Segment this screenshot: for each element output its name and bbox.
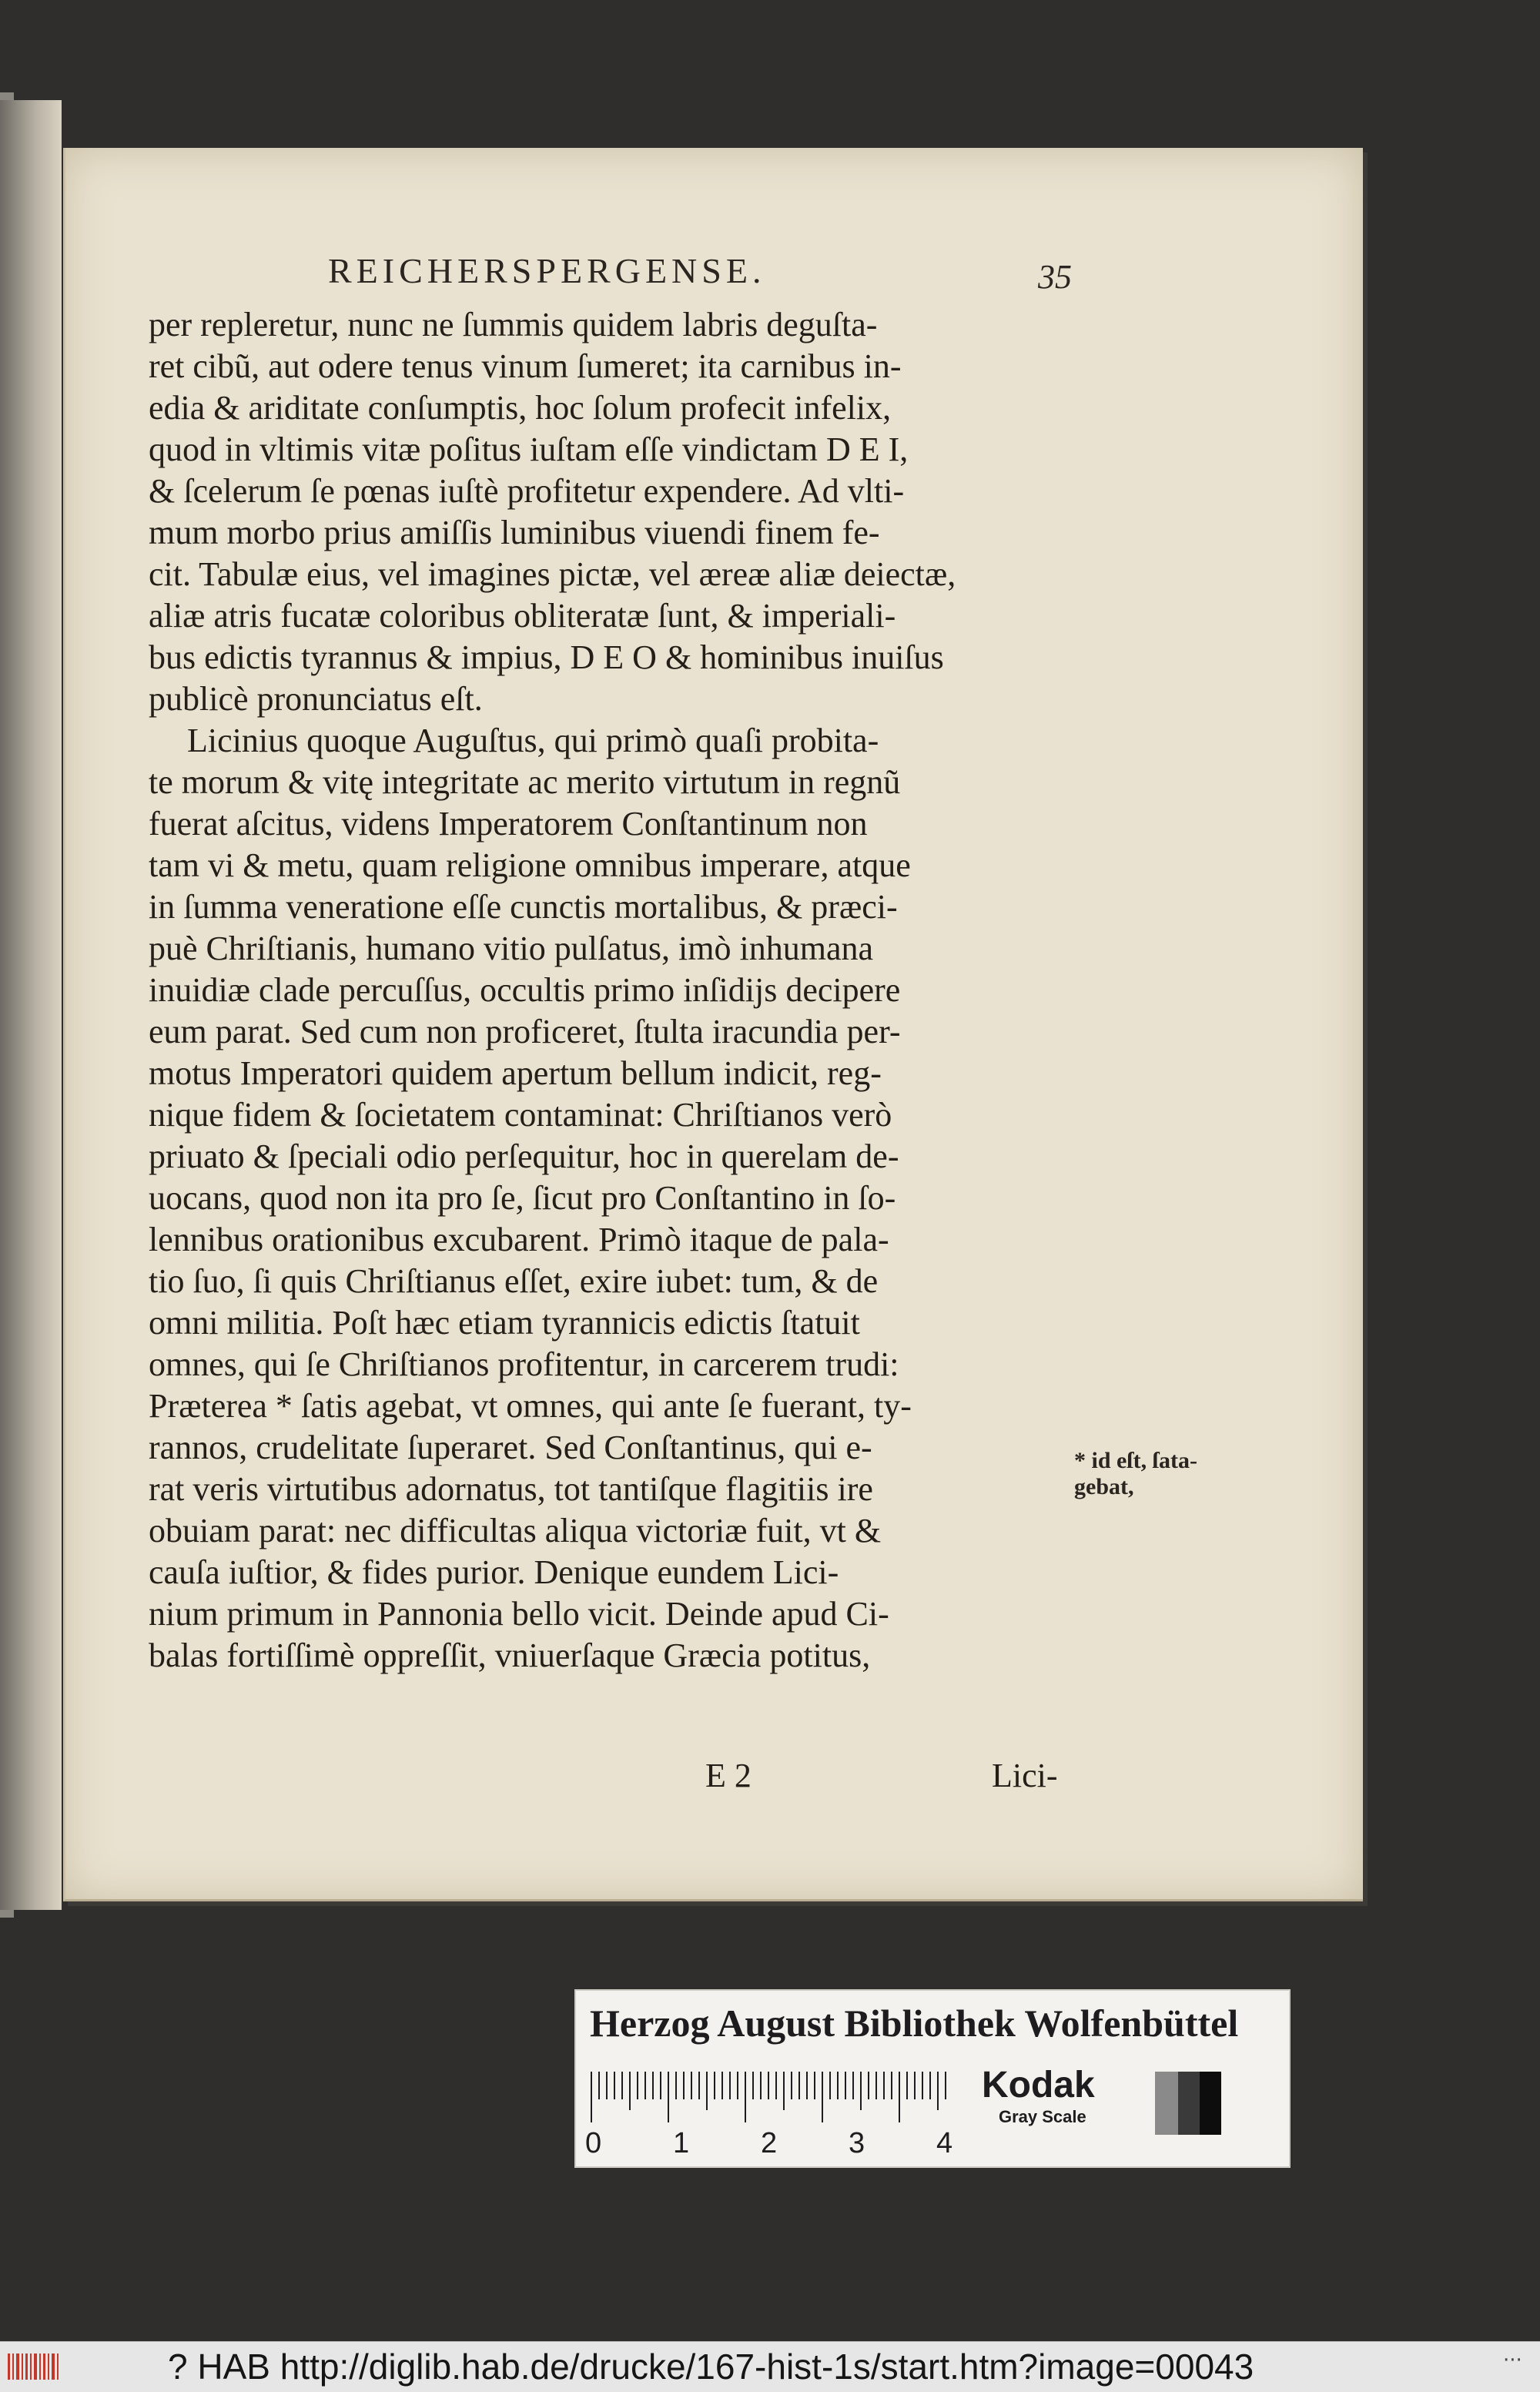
ruler-number: 1 [673,2127,690,2159]
text-line: quod in vltimis vitæ poſitus iuſtam eſſe vindictam D E I, [149,430,909,468]
signature-mark: E 2 [705,1757,752,1794]
gray-patch [1200,2072,1221,2135]
text-line: rat veris virtutibus adornatus, tot tantiſque flagitiis ire [149,1470,873,1508]
text-line: edia & ariditate conſumptis, hoc ſolum profecit infelix, [149,389,892,427]
kodak-gray-scale-label: Gray Scale [999,2107,1086,2126]
text-line: rannos, crudelitate ſuperaret. Sed Conſtantinus, qui e- [149,1429,872,1466]
text-line: nique fidem & ſocietatem contaminat: Chriſtianos verò [149,1096,892,1134]
text-line: eum parat. Sed cum non proficeret, ſtulta iracundia per- [149,1013,901,1050]
kodak-logo: Kodak [982,2065,1095,2106]
text-line: obuiam parat: nec difficultas aliqua victoriæ fuit, vt & [149,1512,882,1549]
text-line: puè Chriſtianis, humano vitio pulſatus, imò inhumana [149,930,874,967]
paragraph-start-line: Licinius quoque Auguſtus, qui primò quaſi probita- [187,722,879,759]
ruler-number: 0 [585,2127,602,2159]
ruler-number: 2 [761,2127,778,2159]
ruler-scale [588,2070,950,2124]
text-line: motus Imperatori quidem apertum bellum indicit, reg- [149,1054,882,1092]
text-line: balas fortiſſimè oppreſſit, vniuerſaque Græcia potitus, [149,1637,871,1674]
ruler-number: 4 [936,2127,953,2159]
text-line: priuato & ſpeciali odio perſequitur, hoc in querelam de- [149,1137,899,1175]
text-line: cit. Tabulæ eius, vel imagines pictæ, vel æreæ aliæ deiectæ, [149,555,956,593]
text-line: bus edictis tyrannus & impius, D E O & hominibus inuiſus [149,638,944,676]
text-line: tam vi & metu, quam religione omnibus imperare, atque [149,846,911,884]
text-line: in ſumma veneratione eſſe cunctis mortalibus, & præci- [149,888,898,926]
text-line: te morum & vitę integritate ac merito virtutum in regnũ [149,763,901,801]
text-line: publicè pronunciatus eſt. [149,680,483,718]
library-name: Herzog August Bibliothek Wolfenbüttel [590,2002,1239,2045]
status-url[interactable]: ? HAB http://diglib.hab.de/drucke/167-hist-1s/start.htm?image=00043 [168,2347,1254,2387]
gray-patch [1178,2072,1200,2135]
text-line: omni militia. Poſt hæc etiam tyrannicis edictis ſtatuit [149,1304,860,1342]
text-line: Præterea * ſatis agebat, vt omnes, qui ante ſe fuerant, ty- [149,1387,912,1425]
text-line: lennibus orationibus excubarent. Primò itaque de pala- [149,1221,889,1258]
marginal-note [1074,1448,1244,1500]
more-options-icon[interactable]: ··· [1503,2349,1522,2372]
book-gutter-edge [0,100,62,1910]
gray-patch [1155,2072,1178,2135]
text-line: omnes, qui ſe Chriſtianos profitentur, in carcerem trudi: [149,1345,899,1383]
page-number: 35 [1038,258,1072,296]
text-line: ret cibũ, aut odere tenus vinum ſumeret; ita carnibus in- [149,347,902,385]
text-line: inuidiæ clade percuſſus, occultis primo inſidijs decipere [149,971,901,1009]
gray-scale-patches [1155,2072,1221,2135]
text-line: cauſa iuſtior, & fides purior. Denique eundem Lici- [149,1553,839,1591]
catchword: Lici- [992,1757,1058,1794]
barcode-icon [6,2350,60,2383]
text-line: fuerat aſcitus, videns Imperatorem Conſtantinum non [149,805,868,843]
text-line: uocans, quod non ita pro ſe, ſicut pro Conſtantino in ſo- [149,1179,896,1217]
marginal-note-line: * id eſt, ſata- [1074,1448,1197,1473]
running-head: REICHERSPERGENSE. [328,251,766,290]
text-line: aliæ atris fucatæ coloribus obliteratæ ſunt, & imperiali- [149,597,896,635]
ruler-number: 3 [849,2127,865,2159]
text-line: nium primum in Pannonia bello vicit. Deinde apud Ci- [149,1595,889,1633]
text-line: per repleretur, nunc ne ſummis quidem labris deguſta- [149,306,878,343]
text-line: tio ſuo, ſi quis Chriſtianus eſſet, exire iubet: tum, & de [149,1262,879,1300]
marginal-note-line: gebat, [1074,1474,1134,1499]
body-text [149,304,1073,1677]
text-line: & ſcelerum ſe pœnas iuſtè profitetur expendere. Ad vlti- [149,472,905,510]
text-line: mum morbo prius amiſſis luminibus viuendi finem fe- [149,514,880,551]
